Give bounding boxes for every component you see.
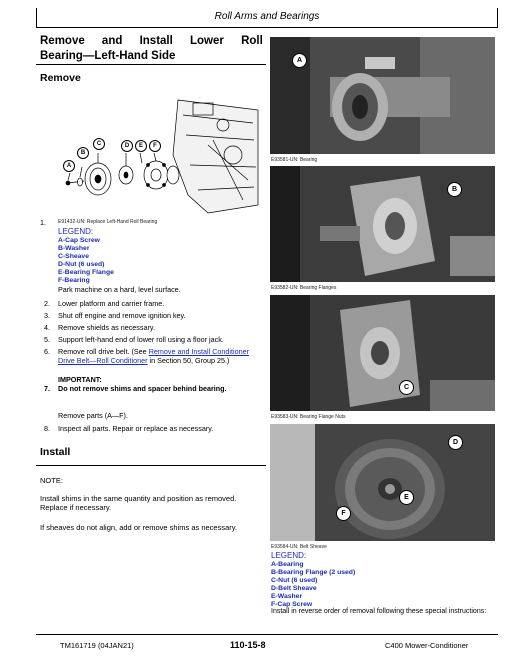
cross-reference-link-cont[interactable]: Drive Belt—Roll Conditioner	[58, 356, 148, 365]
important-label: IMPORTANT:	[58, 375, 102, 384]
legend-item: A-Cap Screw	[58, 237, 100, 244]
diagram-callout: A	[63, 160, 75, 172]
legend-item: F-Cap Screw	[271, 601, 313, 608]
footer-doc-id: TM161719 (04JAN21)	[60, 641, 134, 650]
exploded-diagram	[58, 95, 263, 215]
legend-item: E-Bearing Flange	[58, 269, 114, 276]
legend-item: D-Belt Sheave	[271, 585, 317, 592]
photo-caption: E93584-UN: Belt Sheave	[271, 544, 327, 550]
cross-reference-link[interactable]: Remove and Install Conditioner	[148, 347, 249, 356]
legend-item: B-Bearing Flange (2 used)	[271, 569, 356, 576]
photo-flange-nuts	[270, 295, 495, 411]
step-text: Support left-hand end of lower roll using a floor jack.	[58, 335, 224, 344]
step-text: Remove parts (A—F).	[58, 411, 128, 420]
note-label: NOTE:	[40, 476, 63, 485]
photo-flange-nuts-svg	[270, 295, 495, 411]
step-number: 5.	[44, 335, 50, 344]
diagram-callout: B	[77, 147, 89, 159]
install-note-para2: If sheaves do not align, add or remove shims as necessary.	[40, 523, 238, 532]
legend-list	[58, 237, 114, 285]
legend-list	[271, 561, 355, 609]
figure-caption: E91432-UN: Replace Left-Hand Roll Bearing	[58, 219, 158, 225]
step-text	[58, 347, 268, 365]
exploded-diagram-svg	[58, 95, 263, 215]
photo-callout: C	[399, 380, 414, 395]
photo-callout: A	[292, 53, 307, 68]
photo-callout: D	[448, 435, 463, 450]
legend-item: D-Nut (6 used)	[58, 261, 105, 268]
header-rule	[36, 27, 498, 28]
install-heading: Install	[40, 446, 71, 458]
install-instructions: Install in reverse order of removal following these special instructions:	[271, 608, 487, 615]
legend-title: LEGEND:	[58, 227, 94, 236]
legend-item: E-Washer	[271, 593, 303, 600]
photo-bearing-flanges-svg	[270, 166, 495, 282]
step-text-post: in Section 50, Group 25.)	[147, 356, 230, 365]
remove-heading: Remove	[40, 72, 81, 84]
step-number: 1.	[40, 218, 46, 227]
step-number: 8.	[44, 424, 50, 433]
photo-callout: F	[336, 506, 351, 521]
install-note-para1: Install shims in the same quantity and position as removed. Replace if necessary.	[40, 494, 237, 512]
step-text-pre: Remove roll drive belt. (See	[58, 347, 149, 356]
title-rule	[36, 64, 266, 65]
install-rule	[36, 465, 266, 466]
diagram-callout: E	[135, 140, 147, 152]
page-header-title: Roll Arms and Bearings	[214, 11, 320, 22]
footer-product: C400 Mower-Conditioner	[385, 641, 469, 650]
diagram-callout: C	[93, 138, 105, 150]
legend-item: C-Sheave	[58, 253, 89, 260]
diagram-callout: F	[149, 140, 161, 152]
footer-page-number: 110-15-8	[230, 640, 266, 650]
photo-callout: B	[447, 182, 462, 197]
important-text: Do not remove shims and spacer behind bearing.	[58, 384, 227, 393]
photo-caption: E93582-UN: Bearing Flanges	[271, 285, 337, 291]
section-title-line2: Bearing—Left-Hand Side	[40, 50, 176, 62]
legend-title: LEGEND:	[271, 551, 307, 560]
section-title	[40, 34, 265, 64]
photo-bearing-flanges	[270, 166, 495, 282]
step-number: 2.	[44, 299, 50, 308]
step-text: Shut off engine and remove ignition key.	[58, 311, 186, 320]
photo-caption: E93583-UN: Bearing Flange Nuts	[271, 414, 346, 420]
step-number: 6.	[44, 347, 50, 356]
footer-rule	[36, 634, 498, 635]
legend-item: A-Bearing	[271, 561, 304, 568]
step-text: Lower platform and carrier frame.	[58, 299, 165, 308]
legend-item: C-Nut (6 used)	[271, 577, 318, 584]
step-text: Park machine on a hard, level surface.	[58, 285, 181, 294]
photo-callout: E	[399, 490, 414, 505]
step-number: 3.	[44, 311, 50, 320]
step-text: Inspect all parts. Repair or replace as necessary.	[58, 424, 214, 433]
photo-belt-sheave	[270, 424, 495, 541]
step-number: 7.	[44, 384, 50, 393]
legend-item: B-Washer	[58, 245, 90, 252]
photo-bearing	[270, 37, 495, 154]
diagram-callout: D	[121, 140, 133, 152]
section-title-line1: Remove and Install Lower Roll	[40, 35, 263, 47]
legend-item: F-Bearing	[58, 277, 90, 284]
step-number: 4.	[44, 323, 50, 332]
step-text: Remove shields as necessary.	[58, 323, 155, 332]
photo-caption: E93581-UN: Bearing	[271, 157, 318, 163]
